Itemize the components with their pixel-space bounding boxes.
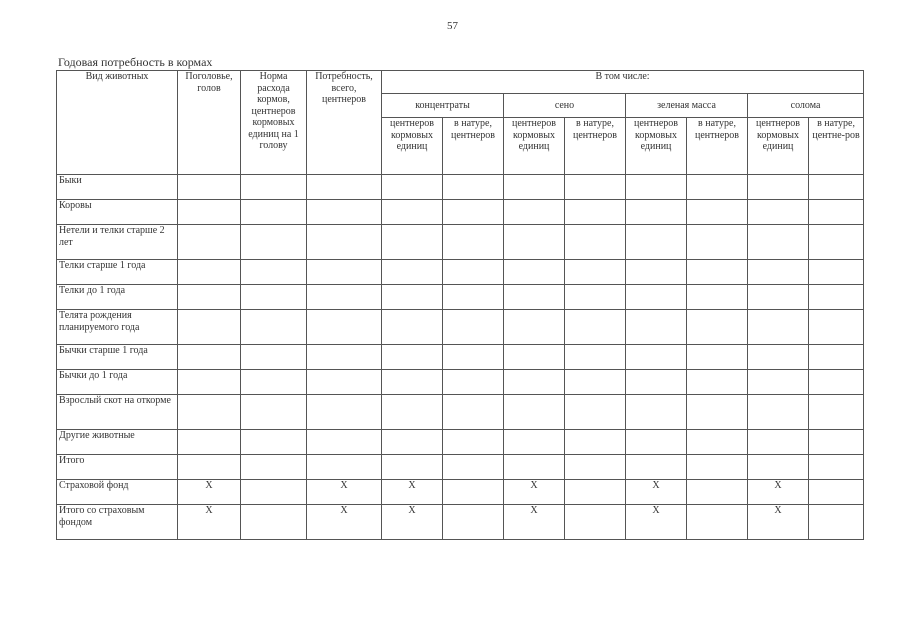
- header-concentrates: концентраты: [382, 94, 504, 118]
- table-cell: [307, 310, 382, 345]
- table-cell: [241, 480, 307, 505]
- table-cell: [504, 260, 565, 285]
- table-cell: [626, 455, 687, 480]
- table-cell: X: [178, 480, 241, 505]
- table-cell: [241, 260, 307, 285]
- table-cell: [626, 260, 687, 285]
- table-cell: [748, 345, 809, 370]
- table-cell: [809, 370, 864, 395]
- table-cell: [687, 505, 748, 540]
- table-cell: [504, 395, 565, 430]
- table-cell: [178, 260, 241, 285]
- table-cell: [565, 430, 626, 455]
- table-cell: [809, 480, 864, 505]
- table-row: [57, 455, 864, 480]
- table-cell: [443, 200, 504, 225]
- table-cell: [241, 370, 307, 395]
- table-cell: [241, 345, 307, 370]
- table-cell: X: [748, 480, 809, 505]
- table-cell: [307, 345, 382, 370]
- table-cell: [565, 310, 626, 345]
- table-cell: [504, 285, 565, 310]
- table-cell: [178, 285, 241, 310]
- row-label: Итого со страховым фондом: [57, 505, 178, 540]
- table-cell: [504, 370, 565, 395]
- table-cell: [687, 455, 748, 480]
- subheader-natural: в натуре, центнеров: [687, 118, 748, 175]
- table-row: [57, 200, 864, 225]
- table-cell: [809, 345, 864, 370]
- table-cell: [307, 370, 382, 395]
- table-cell: [307, 260, 382, 285]
- table-cell: X: [307, 505, 382, 540]
- header-animal: Вид животных: [57, 71, 178, 175]
- table-cell: [748, 370, 809, 395]
- table-cell: [809, 285, 864, 310]
- table-cell: [687, 430, 748, 455]
- table-cell: X: [748, 505, 809, 540]
- table-cell: [687, 260, 748, 285]
- row-label: Страховой фонд: [57, 480, 178, 505]
- table-cell: [443, 260, 504, 285]
- table-cell: [241, 395, 307, 430]
- table-cell: [307, 285, 382, 310]
- table-cell: X: [382, 480, 443, 505]
- table-cell: X: [178, 505, 241, 540]
- table-cell: [382, 370, 443, 395]
- table-cell: [626, 395, 687, 430]
- table-cell: [565, 480, 626, 505]
- table-cell: [565, 200, 626, 225]
- subheader-natural: в натуре, центнеров: [443, 118, 504, 175]
- row-label: Бычки старше 1 года: [57, 345, 178, 370]
- table-cell: [443, 175, 504, 200]
- table-cell: [178, 310, 241, 345]
- table-cell: [443, 225, 504, 260]
- subheader-natural: в натуре, центнеров: [565, 118, 626, 175]
- table-cell: X: [307, 480, 382, 505]
- table-cell: [626, 285, 687, 310]
- header-norm: Норма расхода кормов, центнеров кормовых единиц на 1 голову: [241, 71, 307, 175]
- header-need-total: Потребность, всего, центнеров: [307, 71, 382, 175]
- feed-requirement-table: [56, 70, 864, 540]
- table-cell: [307, 430, 382, 455]
- table-cell: [382, 345, 443, 370]
- table-cell: [687, 370, 748, 395]
- table-cell: [178, 395, 241, 430]
- subheader-natural: в натуре, центне-ров: [809, 118, 864, 175]
- table-cell: [565, 225, 626, 260]
- table-cell: [178, 370, 241, 395]
- table-cell: [809, 505, 864, 540]
- table-cell: [687, 395, 748, 430]
- table-cell: [178, 345, 241, 370]
- table-cell: [443, 505, 504, 540]
- table-cell: [382, 260, 443, 285]
- table-cell: [626, 430, 687, 455]
- table-cell: [687, 285, 748, 310]
- table-row: [57, 225, 864, 260]
- table-cell: [748, 225, 809, 260]
- table-cell: [687, 345, 748, 370]
- row-label: Коровы: [57, 200, 178, 225]
- table-cell: [504, 430, 565, 455]
- table-cell: [504, 175, 565, 200]
- table-cell: X: [626, 505, 687, 540]
- table-cell: [565, 285, 626, 310]
- table-cell: [748, 260, 809, 285]
- table-title: Годовая потребность в кормах: [58, 55, 213, 69]
- table-cell: [687, 480, 748, 505]
- table-cell: [241, 310, 307, 345]
- page-number: 57: [447, 20, 458, 32]
- table-cell: [382, 310, 443, 345]
- table-row: [57, 285, 864, 310]
- table-cell: [748, 430, 809, 455]
- table-cell: [626, 345, 687, 370]
- table-cell: [382, 175, 443, 200]
- table-cell: [504, 345, 565, 370]
- table-cell: [241, 225, 307, 260]
- table-cell: [307, 395, 382, 430]
- table-cell: [241, 455, 307, 480]
- table-cell: [809, 175, 864, 200]
- table-body: [57, 175, 864, 540]
- table-row: [57, 345, 864, 370]
- table-cell: [178, 225, 241, 260]
- table-cell: [443, 395, 504, 430]
- table-cell: [241, 175, 307, 200]
- table-cell: [687, 225, 748, 260]
- table-cell: [307, 455, 382, 480]
- table-cell: [565, 175, 626, 200]
- table-cell: [504, 225, 565, 260]
- table-cell: [241, 505, 307, 540]
- table-row: [57, 480, 864, 505]
- row-label: Телки до 1 года: [57, 285, 178, 310]
- table-cell: [382, 285, 443, 310]
- table-cell: [626, 175, 687, 200]
- table-cell: X: [504, 480, 565, 505]
- table-cell: X: [626, 480, 687, 505]
- table-row: [57, 505, 864, 540]
- row-label: Итого: [57, 455, 178, 480]
- table-cell: [178, 455, 241, 480]
- row-label: Другие животные: [57, 430, 178, 455]
- table-cell: [687, 310, 748, 345]
- table-cell: X: [504, 505, 565, 540]
- row-label: Взрослый скот на откорме: [57, 395, 178, 430]
- table-cell: [565, 455, 626, 480]
- header-headcount: Поголовье, голов: [178, 71, 241, 175]
- row-label: Бычки до 1 года: [57, 370, 178, 395]
- table-cell: [748, 395, 809, 430]
- subheader-feed-units: центнеров кормовых единиц: [626, 118, 687, 175]
- subheader-feed-units: центнеров кормовых единиц: [382, 118, 443, 175]
- table-cell: [382, 395, 443, 430]
- table-cell: [565, 345, 626, 370]
- table-cell: [178, 175, 241, 200]
- table-row: [57, 430, 864, 455]
- subheader-feed-units: центнеров кормовых единиц: [748, 118, 809, 175]
- table-cell: [687, 200, 748, 225]
- table-cell: [443, 480, 504, 505]
- table-cell: [443, 310, 504, 345]
- table-cell: [178, 200, 241, 225]
- table-row: [57, 395, 864, 430]
- table-cell: [809, 225, 864, 260]
- row-label: Телки старше 1 года: [57, 260, 178, 285]
- table-cell: [443, 370, 504, 395]
- table-cell: [748, 455, 809, 480]
- table-cell: [748, 200, 809, 225]
- table-cell: [748, 310, 809, 345]
- table-cell: [382, 455, 443, 480]
- table-cell: [626, 370, 687, 395]
- table-cell: [443, 455, 504, 480]
- table-cell: [241, 430, 307, 455]
- table-cell: [565, 260, 626, 285]
- header-hay: сено: [504, 94, 626, 118]
- table-cell: [626, 225, 687, 260]
- table-cell: [809, 455, 864, 480]
- table-cell: [307, 225, 382, 260]
- table-cell: [307, 200, 382, 225]
- table-cell: [241, 285, 307, 310]
- table-cell: [443, 430, 504, 455]
- table-cell: [809, 395, 864, 430]
- subheader-feed-units: центнеров кормовых единиц: [504, 118, 565, 175]
- table-cell: [241, 200, 307, 225]
- table-row: [57, 175, 864, 200]
- row-label: Телята рождения планируемого года: [57, 310, 178, 345]
- row-label: Быки: [57, 175, 178, 200]
- table-cell: [809, 430, 864, 455]
- table-cell: [307, 175, 382, 200]
- table-cell: [565, 395, 626, 430]
- table-cell: [748, 175, 809, 200]
- table-cell: [809, 260, 864, 285]
- table-cell: [565, 505, 626, 540]
- table-cell: [687, 175, 748, 200]
- table-row: [57, 370, 864, 395]
- table-cell: [178, 430, 241, 455]
- table-row: [57, 260, 864, 285]
- header-straw: солома: [748, 94, 864, 118]
- table-cell: [382, 225, 443, 260]
- table-cell: [382, 430, 443, 455]
- table-cell: [809, 200, 864, 225]
- header-including: В том числе:: [382, 71, 864, 94]
- table-cell: [504, 200, 565, 225]
- table-cell: [626, 310, 687, 345]
- table-cell: [626, 200, 687, 225]
- table-cell: [748, 285, 809, 310]
- table-cell: [809, 310, 864, 345]
- table-cell: [382, 200, 443, 225]
- table-row: [57, 310, 864, 345]
- table-cell: [565, 370, 626, 395]
- table-cell: [504, 455, 565, 480]
- header-green-mass: зеленая масса: [626, 94, 748, 118]
- table-cell: X: [382, 505, 443, 540]
- row-label: Нетели и телки старше 2 лет: [57, 225, 178, 260]
- table-cell: [504, 310, 565, 345]
- table-cell: [443, 345, 504, 370]
- table-cell: [443, 285, 504, 310]
